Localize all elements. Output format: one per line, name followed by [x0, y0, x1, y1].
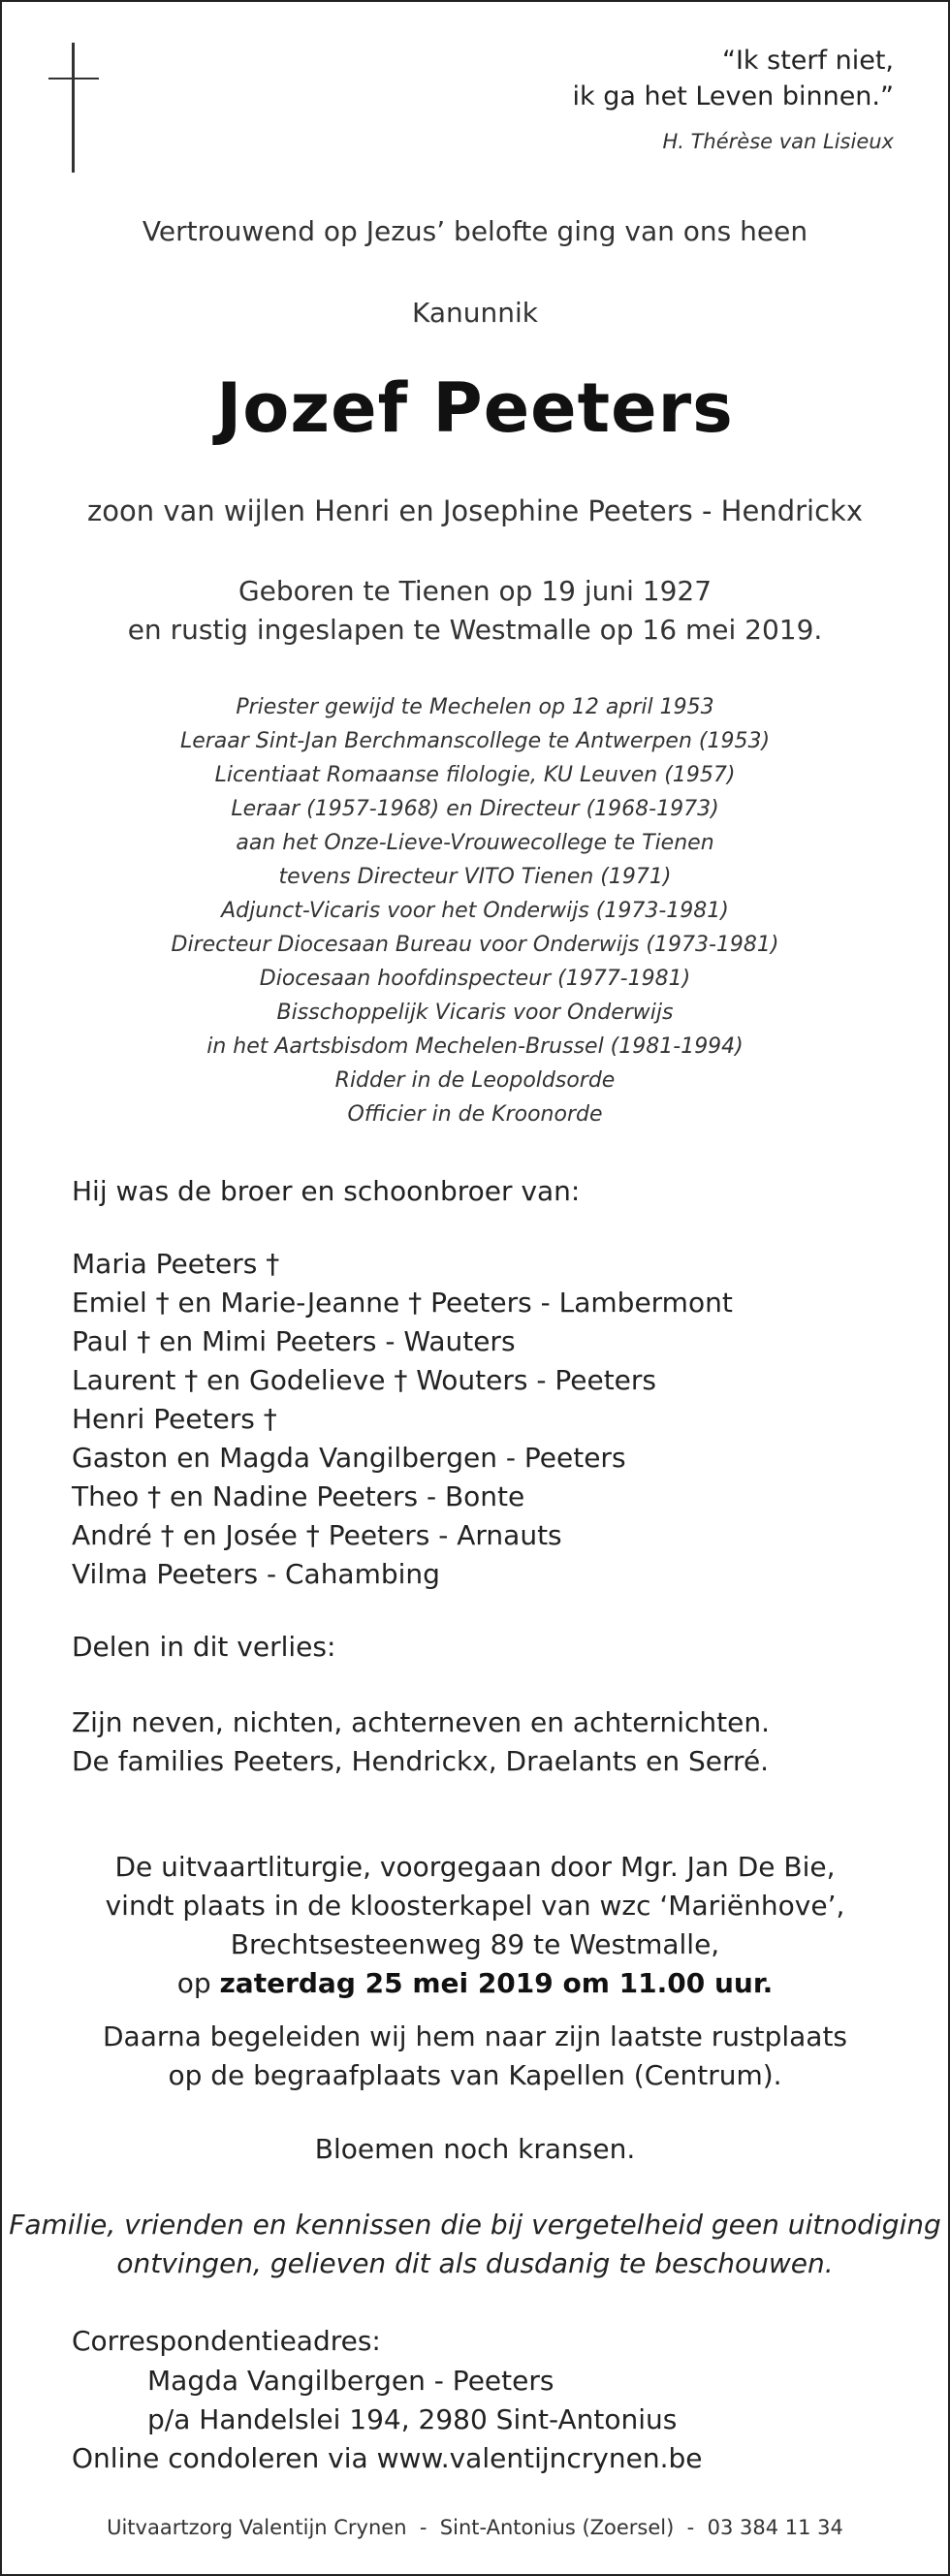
career-item: Officier in de Kroonorde — [347, 1102, 603, 1127]
sibling-item: André † en Josée † Peeters - Arnauts — [72, 1519, 562, 1551]
parents-line: zoon van wijlen Henri en Josephine Peeters - Hendrickx — [87, 494, 863, 527]
quote — [572, 43, 894, 114]
notice-line: ontvingen, gelieven dit als dusdanig te beschouwen. — [116, 2247, 834, 2279]
cross-icon — [48, 43, 99, 173]
invitation-notice — [0, 2206, 950, 2283]
clerical-title: Kanunnik — [411, 297, 538, 329]
share-intro: Delen in dit verlies: — [72, 1631, 336, 1663]
funeral-line: Brechtsesteenweg 89 te Westmalle, — [230, 1928, 720, 1960]
career-item: Leraar Sint-Jan Berchmanscollege te Antwerpen (1953) — [179, 729, 771, 753]
career-item: in het Aartsbisdom Mechelen-Brussel (1981-1994) — [206, 1034, 744, 1059]
burial-details — [0, 2018, 950, 2095]
correspondence-label: Correspondentieadres: — [72, 2325, 381, 2357]
funeral-details — [0, 1848, 950, 2003]
career-item: Licentiaat Romaanse filologie, KU Leuven (1957) — [214, 763, 736, 787]
career-list — [0, 690, 950, 1131]
career-item: tevens Directeur VITO Tienen (1971) — [278, 865, 672, 889]
career-item: Ridder in de Leopoldsorde — [334, 1068, 616, 1093]
birth-line: Geboren te Tienen op 19 juni 1927 — [238, 575, 712, 607]
funeral-line: vindt plaats in de kloosterkapel van wzc ‘Mariënhove’, — [105, 1890, 845, 1922]
siblings-list — [72, 1245, 733, 1594]
sibling-item: Theo † en Nadine Peeters - Bonte — [72, 1480, 525, 1512]
sibling-item: Maria Peeters † — [72, 1248, 280, 1280]
burial-line: Daarna begeleiden wij hem naar zijn laatste rustplaats — [102, 2020, 848, 2052]
quote-line-2: ik ga het Leven binnen.” — [572, 81, 894, 111]
sibling-item: Laurent † en Godelieve † Wouters - Peeters — [72, 1364, 657, 1396]
funeral-date-line — [0, 1964, 950, 2003]
career-item: Leraar (1957-1968) en Directeur (1968-1973) — [231, 797, 719, 821]
quote-line-1: “Ik sterf niet, — [721, 46, 894, 76]
sibling-item: Paul † en Mimi Peeters - Wauters — [72, 1325, 516, 1357]
correspondence-address: p/a Handelslei 194, 2980 Sint-Antonius — [147, 2403, 678, 2435]
intro-text: Vertrouwend op Jezus’ belofte ging van ons heen — [142, 215, 808, 247]
career-item: Bisschoppelijk Vicaris voor Onderwijs — [276, 1001, 674, 1025]
siblings-intro: Hij was de broer en schoonbroer van: — [72, 1175, 581, 1207]
burial-line: op de begraafplaats van Kapellen (Centrum). — [168, 2059, 782, 2091]
birth-death-dates — [0, 572, 950, 650]
funeral-line: De uitvaartliturgie, voorgegaan door Mgr. Jan De Bie, — [114, 1851, 836, 1883]
share-item: De families Peeters, Hendrickx, Draelants en Serré. — [72, 1745, 770, 1777]
quote-author: H. Thérèse van Lisieux — [662, 130, 894, 153]
career-item: Adjunct-Vicaris voor het Onderwijs (1973-1981) — [221, 899, 729, 923]
flowers-note: Bloemen noch kransen. — [314, 2133, 636, 2165]
career-item: Priester gewijd te Mechelen op 12 april 1953 — [236, 695, 714, 719]
deceased-name: Jozef Peeters — [216, 368, 734, 448]
funeral-date-prefix: op — [176, 1967, 220, 1999]
death-line: en rustig ingeslapen te Westmalle op 16 mei 2019. — [127, 614, 823, 646]
sibling-item: Gaston en Magda Vangilbergen - Peeters — [72, 1442, 626, 1474]
sibling-item: Vilma Peeters - Cahambing — [72, 1558, 440, 1590]
correspondence-name: Magda Vangilbergen - Peeters — [147, 2365, 554, 2397]
share-list — [72, 1703, 770, 1781]
sibling-item: Emiel † en Marie-Jeanne † Peeters - Lambermont — [72, 1287, 733, 1319]
share-item: Zijn neven, nichten, achterneven en achternichten. — [72, 1706, 770, 1738]
online-condolence-link[interactable]: Online condoleren via www.valentijncrynen.be — [72, 2442, 703, 2474]
sibling-item: Henri Peeters † — [72, 1403, 277, 1435]
career-item: Diocesaan hoofdinspecteur (1977-1981) — [259, 967, 691, 991]
funeral-director-footer: Uitvaartzorg Valentijn Crynen - Sint-Antonius (Zoersel) - 03 384 11 34 — [107, 2516, 843, 2539]
notice-line: Familie, vrienden en kennissen die bij vergetelheid geen uitnodiging — [9, 2209, 941, 2241]
career-item: Directeur Diocesaan Bureau voor Onderwijs (1973-1981) — [171, 933, 779, 957]
funeral-date: zaterdag 25 mei 2019 om 11.00 uur. — [219, 1967, 774, 1999]
career-item: aan het Onze-Lieve-Vrouwecollege te Tienen — [236, 831, 714, 855]
